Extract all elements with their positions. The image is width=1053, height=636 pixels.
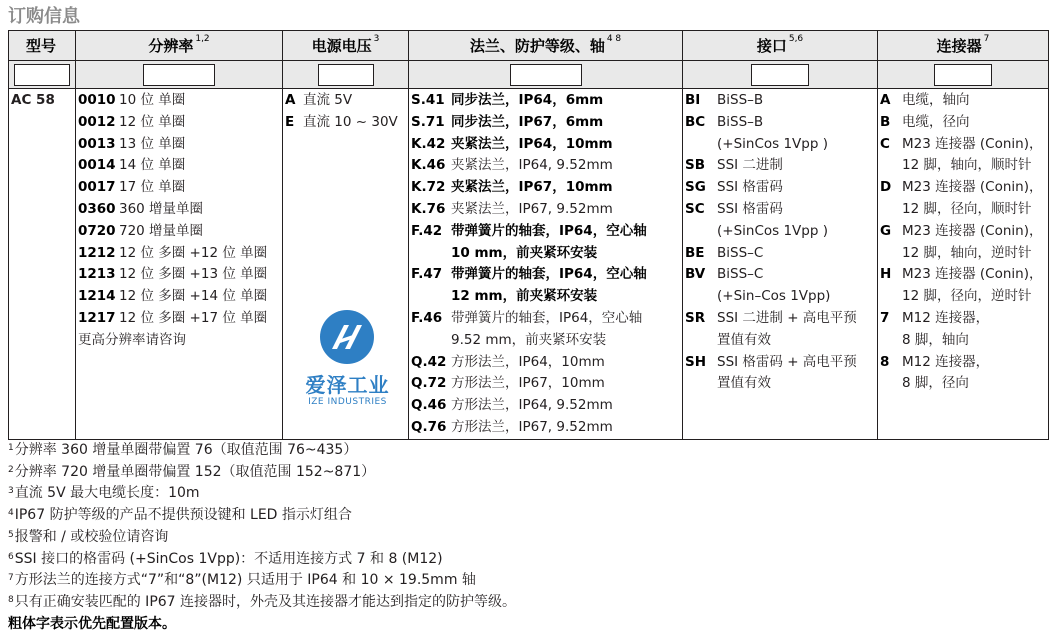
option-label: 直流 10 ~ 30V: [303, 113, 398, 130]
footnote: [8, 549, 1048, 571]
option-label: 12 位 多圈 +13 位 单圈: [119, 266, 268, 283]
voltage-option: [285, 112, 408, 134]
footnote: [8, 483, 1048, 505]
footnote-number: 2: [8, 464, 14, 475]
ordering-table: [8, 30, 1049, 440]
option-label: 方形法兰，IP67, 9.52mm: [451, 418, 613, 435]
footnote-number: 3: [8, 486, 14, 497]
connector-option-line: [880, 134, 1048, 156]
option-label: 12 位 多圈 +12 位 单圈: [119, 244, 268, 261]
option-label: 14 位 单圈: [119, 157, 186, 174]
option-label: 置值有效: [717, 375, 771, 392]
option-label: 方形法兰，IP64，10mm: [451, 353, 605, 370]
flange-option-line: [411, 177, 682, 199]
option-code: 1212: [78, 244, 116, 261]
column-header-interface: 接口 $^{5,6}$: [683, 31, 878, 61]
logo-english-name: IZE INDUSTRIES: [308, 397, 387, 407]
option-code: BI: [685, 92, 701, 108]
option-code: SB: [685, 157, 706, 174]
interface-option-line: [685, 177, 877, 199]
option-label: 12 脚，轴向，逆时针: [902, 244, 1032, 261]
footnote-text: 直流 5V 最大电缆长度：10m: [14, 485, 200, 502]
option-code: BC: [685, 113, 706, 130]
flange-option-line: [411, 264, 682, 286]
header-row: [9, 31, 1049, 61]
option-code: Q.42: [411, 353, 447, 370]
option-code: 1213: [78, 266, 116, 283]
option-label: SSI 二进制 + 高电平预: [717, 309, 857, 326]
option-label: 同步法兰，IP67，6mm: [451, 113, 604, 130]
footnote-text: 报警和 / 或校验位请咨询: [14, 528, 169, 545]
option-label: 夹紧法兰，IP67，10mm: [451, 179, 613, 196]
company-logo-icon: [319, 309, 375, 365]
option-code: H: [880, 266, 892, 283]
option-label: 12 脚，径向，逆时针: [902, 288, 1032, 305]
option-code: Q.76: [411, 418, 447, 435]
option-code: 0013: [78, 135, 116, 152]
company-logo: [300, 309, 395, 434]
connector-option-line: [880, 199, 1048, 221]
option-label: 12 位 单圈: [119, 113, 186, 130]
option-label: 直流 5V: [303, 92, 353, 108]
option-label: 12 位 多圈 +17 位 单圈: [119, 309, 268, 326]
resolution-option: [78, 155, 282, 177]
option-label: 夹紧法兰，IP67, 9.52mm: [451, 200, 613, 217]
option-code: K.72: [411, 179, 446, 196]
option-code: BV: [685, 266, 706, 283]
option-code: 1217: [78, 309, 116, 326]
option-code: 0017: [78, 179, 116, 196]
footnote: [8, 570, 1048, 592]
option-label: 带弹簧片的轴套，IP64，空心轴: [451, 266, 647, 283]
option-code: SC: [685, 200, 705, 217]
option-label: 12 脚，轴向，顺时针: [902, 157, 1032, 174]
interface-option-line: [685, 352, 877, 374]
flange-option-line: [411, 199, 682, 221]
interface-option-line: [685, 243, 877, 265]
connector-option-line: [880, 243, 1048, 265]
interface-option-line: [685, 134, 877, 156]
option-label: 带弹簧片的轴套，IP64，空心轴: [451, 222, 647, 239]
footnote-text: SSI 接口的格雷码 (+SinCos 1Vpp)：不适用连接方式 7 和 8 (M12): [14, 550, 443, 567]
connector-options: [878, 89, 1049, 440]
resolution-option: [78, 330, 282, 352]
footnotes: [8, 440, 1048, 635]
flange-option-line: [411, 308, 682, 330]
page-title: 订购信息: [8, 6, 80, 27]
flange-option-line: [411, 112, 682, 134]
footnote-text: 只有正确安装匹配的 IP67 连接器时，外壳及其连接器才能达到指定的防护等级。: [14, 593, 517, 610]
flange-option-line: [411, 221, 682, 243]
resolution-option: [78, 134, 282, 156]
flange-options: [409, 89, 683, 440]
option-label: 360 增量单圈: [119, 200, 204, 217]
option-label: 8 脚，轴向: [902, 331, 969, 348]
option-code: K.46: [411, 157, 446, 174]
resolution-options: [76, 89, 283, 440]
connector-option-line: [880, 330, 1048, 352]
flange-option-line: [411, 243, 682, 265]
footnote: [8, 440, 1048, 462]
flange-option-line: [411, 352, 682, 374]
resolution-option: [78, 199, 282, 221]
option-code: F.42: [411, 222, 443, 239]
option-label: 9.52 mm，前夹紧环安装: [451, 331, 607, 348]
option-code: SH: [685, 353, 707, 370]
footnote-text: 方形法兰的连接方式“7”和“8”(M12) 只适用于 IP64 和 10 × 19.5mm 轴: [14, 572, 476, 589]
option-label: 10 位 单圈: [119, 92, 186, 108]
option-code: 8: [880, 353, 890, 370]
connector-option-line: [880, 90, 1048, 112]
voltage-option: [285, 90, 408, 112]
logo-chinese-name: 爱泽工业: [305, 373, 390, 397]
footnote-number: 5: [8, 529, 14, 540]
option-code: D: [880, 179, 892, 196]
footnote-number: 8: [8, 594, 14, 605]
option-label: 12 脚，径向，顺时针: [902, 200, 1032, 217]
option-label: 带弹簧片的轴套，IP64，空心轴: [451, 309, 643, 326]
footnote-text: 分辨率 360 增量单圈带偏置 76（取值范围 76~435）: [14, 442, 358, 458]
option-label: SSI 格雷码: [717, 179, 783, 196]
option-label: 8 脚，径向: [902, 375, 969, 392]
option-code: Q.46: [411, 397, 447, 414]
flange-option-line: [411, 286, 682, 308]
option-code: 0014: [78, 157, 116, 174]
footnote: [8, 527, 1048, 549]
option-label: 方形法兰，IP67，10mm: [451, 375, 605, 392]
option-label: M23 连接器 (Conin)，: [902, 135, 1043, 152]
option-label: 10 mm，前夹紧环安装: [451, 244, 598, 261]
option-code: 0360: [78, 200, 116, 217]
option-code: K.42: [411, 135, 446, 152]
option-code: B: [880, 113, 891, 130]
option-label: SSI 格雷码: [717, 200, 783, 217]
option-label: BiSS–C: [717, 244, 764, 261]
column-header-model: 型号: [9, 31, 76, 61]
model-cell: AC 58: [9, 89, 76, 440]
option-label: 同步法兰，IP64，6mm: [451, 92, 604, 108]
interface-option-line: [685, 264, 877, 286]
flange-code-box[interactable]: [510, 64, 582, 86]
option-label: M23 连接器 (Conin)，: [902, 222, 1043, 239]
footnote-number: 7: [8, 573, 14, 584]
resolution-option: [78, 112, 282, 134]
interface-option-line: [685, 155, 877, 177]
option-code: SR: [685, 309, 706, 326]
column-header-resolution: 分辨率 $^{1,2}$: [76, 31, 283, 61]
option-label: 更高分辨率请咨询: [78, 331, 186, 348]
resolution-option: [78, 90, 282, 112]
model-code-box[interactable]: [14, 64, 70, 86]
footnote-text: IP67 防护等级的产品不提供预设键和 LED 指示灯组合: [14, 507, 352, 524]
option-code: S.71: [411, 113, 445, 130]
connector-option-line: [880, 155, 1048, 177]
option-label: M12 连接器，: [902, 309, 990, 326]
option-code: SG: [685, 179, 706, 196]
footnote: [8, 505, 1048, 527]
option-label: BiSS–C: [717, 266, 764, 283]
option-code: 0010: [78, 92, 116, 108]
resolution-option: [78, 177, 282, 199]
footnote-text: 分辨率 720 增量单圈带偏置 152（取值范围 152~871）: [14, 463, 376, 480]
option-label: 置值有效: [717, 331, 771, 348]
flange-option-line: [411, 134, 682, 156]
footnote: [8, 462, 1048, 484]
option-label: SSI 格雷码 + 高电平预: [717, 353, 857, 370]
connector-option-line: [880, 373, 1048, 395]
option-code: 7: [880, 309, 890, 326]
option-label: 12 位 多圈 +14 位 单圈: [119, 288, 268, 305]
interface-option-line: [685, 90, 877, 112]
footnote-number: 6: [8, 551, 14, 562]
option-code: BE: [685, 244, 705, 261]
option-code: S.41: [411, 92, 445, 108]
footnote: [8, 592, 1048, 614]
option-code: 0720: [78, 222, 116, 239]
footnote-number: 1: [8, 443, 14, 453]
option-code: 1214: [78, 288, 116, 305]
column-header-flange: 法兰、防护等级、轴 $^{4 8}$: [409, 31, 683, 61]
option-label: (+Sin–Cos 1Vpp): [717, 288, 831, 305]
column-header-connector: 连接器 $^7$: [878, 31, 1049, 61]
interface-option-line: [685, 199, 877, 221]
interface-option-line: [685, 308, 877, 330]
connector-option-line: [880, 221, 1048, 243]
option-label: BiSS–B: [717, 92, 764, 108]
option-label: 17 位 单圈: [119, 179, 186, 196]
option-code: C: [880, 135, 890, 152]
option-code: F.47: [411, 266, 443, 283]
flange-option-line: [411, 417, 682, 439]
connector-option-line: [880, 177, 1048, 199]
option-code: E: [285, 113, 295, 130]
resolution-option: [78, 264, 282, 286]
option-label: 夹紧法兰，IP64, 9.52mm: [451, 157, 613, 174]
option-label: 电缆，径向: [902, 113, 970, 130]
connector-option-line: [880, 264, 1048, 286]
resolution-code-box[interactable]: [143, 64, 215, 86]
option-label: 夹紧法兰，IP64，10mm: [451, 135, 613, 152]
option-label: SSI 二进制: [717, 157, 783, 174]
footnote-number: 4: [8, 508, 14, 519]
option-label: (+SinCos 1Vpp ): [717, 222, 828, 239]
flange-option-line: [411, 373, 682, 395]
option-code: Q.72: [411, 375, 447, 392]
resolution-option: [78, 286, 282, 308]
option-code: A: [285, 92, 296, 108]
option-label: 方形法兰，IP64, 9.52mm: [451, 397, 613, 414]
option-label: M23 连接器 (Conin)，: [902, 266, 1043, 283]
interface-option-line: [685, 286, 877, 308]
option-label: M12 连接器，: [902, 353, 990, 370]
option-label: 电缆，轴向: [902, 92, 970, 108]
option-label: 12 mm，前夹紧环安装: [451, 288, 598, 305]
flange-option-line: [411, 155, 682, 177]
flange-option-line: [411, 90, 682, 112]
connector-code-box[interactable]: [934, 64, 992, 86]
flange-option-line: [411, 395, 682, 417]
resolution-option: [78, 243, 282, 265]
connector-option-line: [880, 352, 1048, 374]
flange-option-line: [411, 330, 682, 352]
connector-option-line: [880, 112, 1048, 134]
footer-note: 粗体字表示优先配置版本。: [8, 615, 176, 632]
column-header-voltage: 电源电压 $^3$: [283, 31, 409, 61]
interface-option-line: [685, 221, 877, 243]
interface-option-line: [685, 373, 877, 395]
option-label: M23 连接器 (Conin)，: [902, 179, 1043, 196]
resolution-option: [78, 221, 282, 243]
option-label: (+SinCos 1Vpp ): [717, 135, 828, 152]
option-code: G: [880, 222, 892, 239]
code-entry-row: [9, 61, 1049, 89]
voltage-code-box[interactable]: [318, 64, 374, 86]
interface-option-line: [685, 112, 877, 134]
connector-option-line: [880, 286, 1048, 308]
option-code: A: [880, 92, 891, 108]
resolution-option: [78, 308, 282, 330]
option-label: 13 位 单圈: [119, 135, 186, 152]
option-code: F.46: [411, 309, 443, 326]
connector-option-line: [880, 308, 1048, 330]
option-code: K.76: [411, 200, 446, 217]
options-row: [9, 89, 1049, 440]
option-label: BiSS–B: [717, 113, 764, 130]
option-code: 0012: [78, 113, 116, 130]
interface-option-line: [685, 330, 877, 352]
option-label: 720 增量单圈: [119, 222, 204, 239]
interface-code-box[interactable]: [751, 64, 809, 86]
interface-options: [683, 89, 878, 440]
